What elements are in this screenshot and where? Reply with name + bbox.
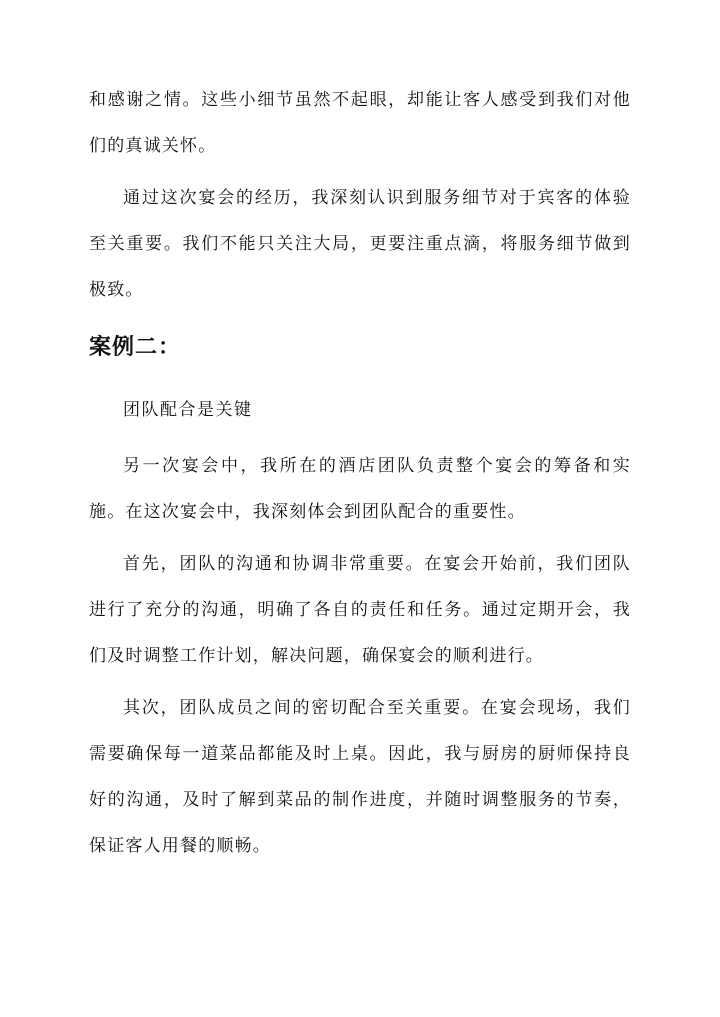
paragraph-reflection: 通过这次宴会的经历，我深刻认识到服务细节对于宾客的体验至关重要。我们不能只关注大局，更要注重点滴，将服务细节做到极致。 (89, 188, 631, 300)
paragraph-second-point: 其次，团队成员之间的密切配合至关重要。在宴会现场，我们需要确保每一道菜品都能及时上桌。因此，我与厨房的厨师保持良好的沟通，及时了解到菜品的制作进度，并随时调整服务的节奏，保证客人用餐的顺畅。 (89, 698, 631, 856)
paragraph-first-point: 首先，团队的沟通和协调非常重要。在宴会开始前，我们团队进行了充分的沟通，明确了各自的责任和任务。通过定期开会，我们及时调整工作计划，解决问题，确保宴会的顺利进行。 (89, 554, 631, 666)
paragraph-intro: 另一次宴会中，我所在的酒店团队负责整个宴会的筹备和实施。在这次宴会中，我深刻体会到团队配合的重要性。 (89, 456, 631, 522)
case-subtitle: 团队配合是关键 (123, 400, 253, 420)
case-heading: 案例二： (89, 335, 182, 360)
paragraph-continuation: 和感谢之情。这些小细节虽然不起眼，却能让客人感受到我们对他们的真诚关怀。 (89, 90, 631, 156)
